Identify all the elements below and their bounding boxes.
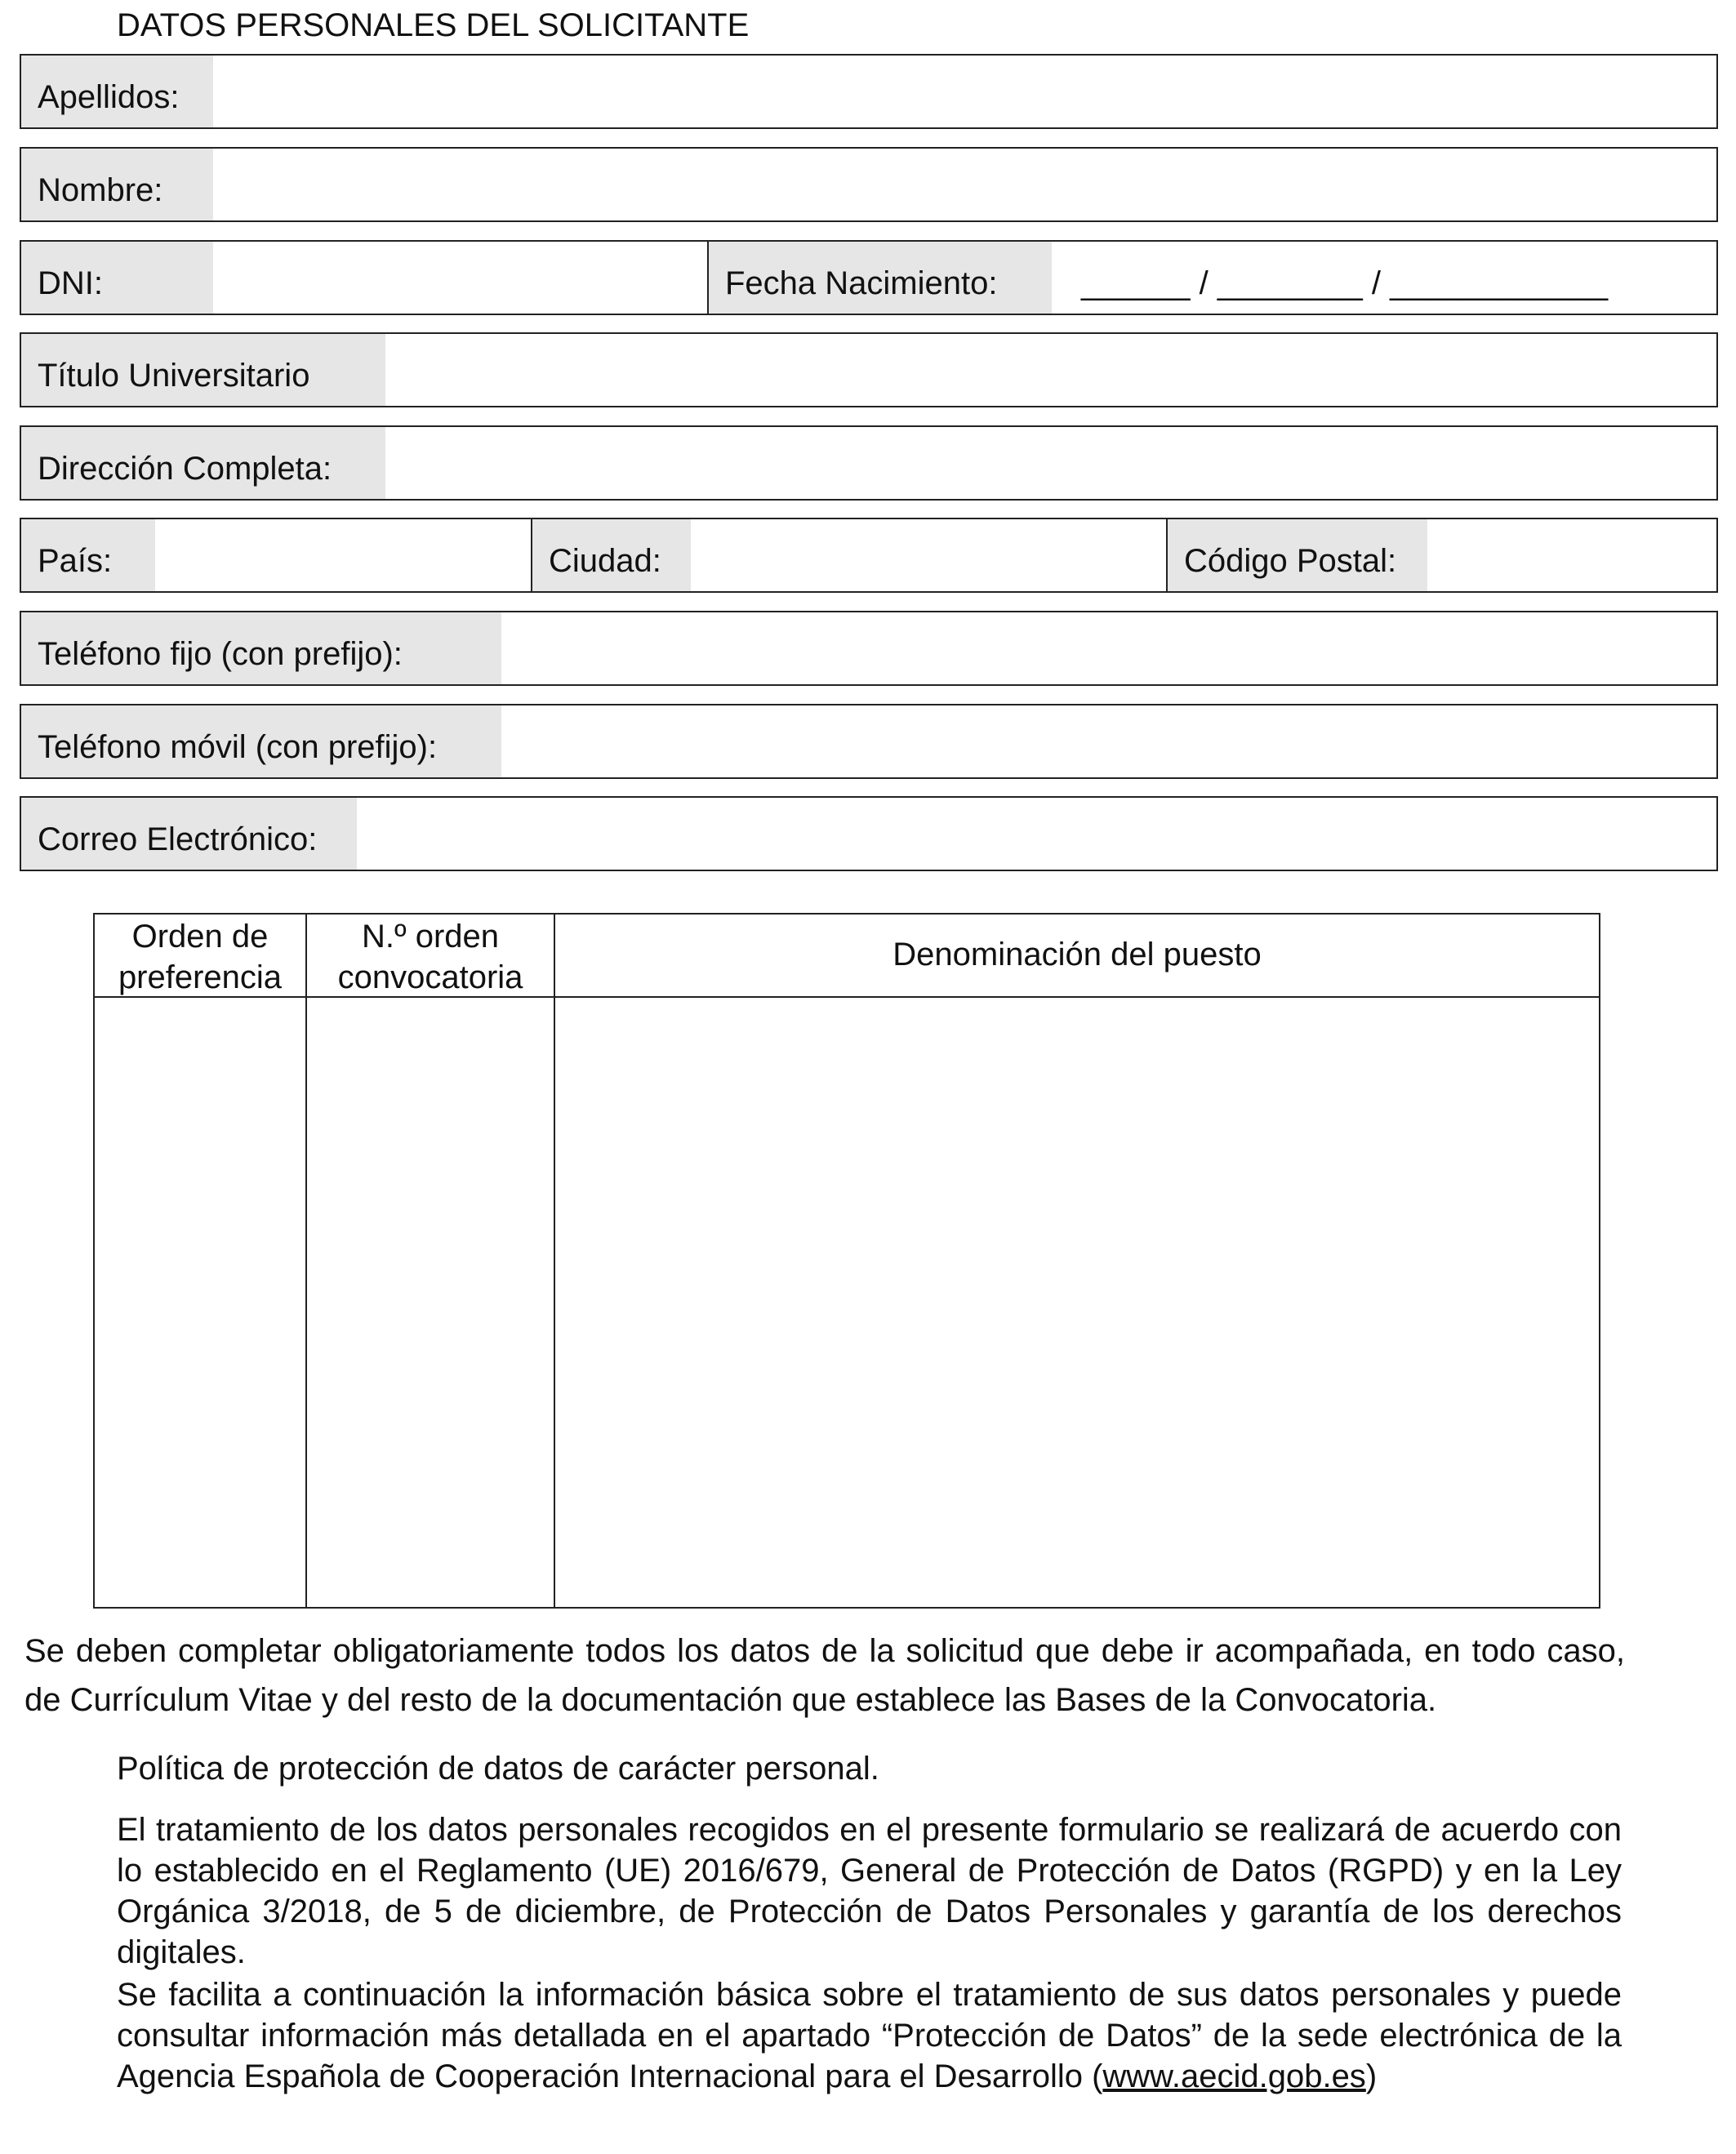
- correo-label: Correo Electrónico:: [21, 798, 357, 870]
- pais-label: País:: [21, 519, 155, 591]
- header-numero-line2: convocatoria: [337, 959, 523, 995]
- policy-paragraph-1: El tratamiento de los datos personales recogidos en el presente formulario se realizará de acuerdo con lo establecido en el Reglamento (UE) 2016/679, General de Protección de Datos (RGPD) y en la Ley Orgánica 3/2018, de 5 de diciembre, de Protección de Datos Personales y garantía de los derechos digitales.: [117, 1812, 1622, 1970]
- direccion-row: [20, 425, 1718, 501]
- ciudad-label: Ciudad:: [532, 519, 691, 591]
- nombre-label: Nombre:: [21, 149, 213, 220]
- telefono-movil-label: Teléfono móvil (con prefijo):: [21, 705, 501, 777]
- pais-ciudad-cp-row: [20, 518, 1718, 593]
- titulo-input[interactable]: [385, 334, 1716, 406]
- correo-row: [20, 796, 1718, 871]
- apellidos-input[interactable]: [213, 56, 1716, 127]
- telefono-fijo-label: Teléfono fijo (con prefijo):: [21, 612, 501, 684]
- codigo-postal-input[interactable]: [1427, 519, 1716, 591]
- orden-preferencia-cell[interactable]: [95, 998, 305, 1607]
- section-title: DATOS PERSONALES DEL SOLICITANTE: [117, 7, 750, 43]
- policy-paragraph-2: [117, 1974, 1622, 2097]
- numero-orden-cell[interactable]: [307, 998, 554, 1607]
- apellidos-label: Apellidos:: [21, 56, 213, 127]
- nombre-row: [20, 147, 1718, 222]
- dni-input[interactable]: [213, 242, 707, 314]
- policy-paragraph-2-end: ): [1365, 2058, 1378, 2094]
- apellidos-row: [20, 54, 1718, 129]
- direccion-label: Dirección Completa:: [21, 427, 385, 499]
- fecha-nacimiento-input[interactable]: ______ / ________ / ____________: [1081, 265, 1609, 301]
- header-numero-orden: [307, 915, 554, 996]
- header-numero-line1: N.º orden: [361, 919, 500, 955]
- titulo-label: Título Universitario: [21, 334, 385, 406]
- correo-input[interactable]: [357, 798, 1716, 870]
- header-orden-line2: preferencia: [118, 959, 283, 995]
- dni-fecha-row: [20, 240, 1718, 315]
- fecha-nacimiento-label: Fecha Nacimiento:: [709, 242, 1052, 314]
- telefono-fijo-row: [20, 611, 1718, 686]
- dni-label: DNI:: [21, 242, 213, 314]
- policy-paragraph-2-text: Se facilita a continuación la información básica sobre el tratamiento de sus datos personales y puede consultar información más detallada en el apartado “Protección de Datos” de la sede electrónica de la Agencia Española de Cooperación Internacional para el Desarrollo (: [117, 1977, 1622, 2094]
- denominacion-cell[interactable]: [555, 998, 1599, 1607]
- puestos-table: [93, 913, 1600, 1609]
- header-orden-line1: Orden de: [131, 919, 269, 955]
- mandatory-note: Se deben completar obligatoriamente todos los datos de la solicitud que debe ir acompañada, en todo caso, de Currículum Vitae y del resto de la documentación que establece las Bases de la Convocatoria.: [24, 1633, 1625, 1718]
- header-denominacion: Denominación del puesto: [892, 937, 1262, 972]
- titulo-row: [20, 332, 1718, 407]
- pais-input[interactable]: [155, 519, 531, 591]
- telefono-movil-input[interactable]: [501, 705, 1716, 777]
- telefono-fijo-input[interactable]: [501, 612, 1716, 684]
- ciudad-input[interactable]: [691, 519, 1166, 591]
- codigo-postal-label: Código Postal:: [1168, 519, 1427, 591]
- nombre-input[interactable]: [213, 149, 1716, 220]
- header-orden-preferencia: [95, 915, 305, 996]
- policy-title: Política de protección de datos de carácter personal.: [117, 1751, 879, 1787]
- telefono-movil-row: [20, 704, 1718, 779]
- aecid-link[interactable]: www.aecid.gob.es: [1102, 2058, 1366, 2094]
- direccion-input[interactable]: [385, 427, 1716, 499]
